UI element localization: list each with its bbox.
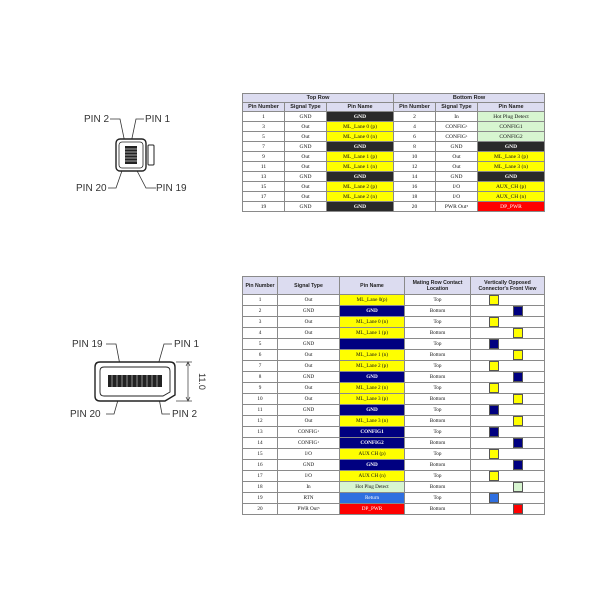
front-view-cell bbox=[471, 438, 545, 449]
front-view-swatch bbox=[489, 383, 499, 393]
bottom-pin-name: ML_Lane 3 (p) bbox=[478, 152, 545, 162]
pin-number: 18 bbox=[243, 482, 278, 493]
pin-number: 15 bbox=[243, 449, 278, 460]
footnote-mark: 1 bbox=[317, 440, 320, 444]
bottom-pin-name: Hot Plug Detect bbox=[478, 112, 545, 122]
table-row bbox=[243, 112, 545, 122]
front-view-cell bbox=[471, 306, 545, 317]
table-row bbox=[243, 449, 545, 460]
front-view-swatch bbox=[489, 361, 499, 371]
mini-pin19-label: PIN 19 bbox=[156, 183, 187, 194]
signal-type: PWR Out$^3$ bbox=[278, 504, 340, 515]
top-signal-type: Out bbox=[285, 122, 327, 132]
table-row bbox=[243, 162, 545, 172]
front-view-swatch bbox=[513, 394, 523, 404]
std-dimension-label: 11.0 bbox=[197, 373, 207, 390]
top-pin-name: GND bbox=[327, 172, 394, 182]
mating-row-location: Bottom bbox=[405, 460, 471, 471]
pin-number: 13 bbox=[243, 427, 278, 438]
front-view-swatch bbox=[489, 405, 499, 415]
front-view-cell bbox=[471, 383, 545, 394]
signal-type: Out bbox=[278, 317, 340, 328]
mating-row-location: Top bbox=[405, 317, 471, 328]
bottom-pin-number: 8 bbox=[394, 142, 436, 152]
pin-name: ML_Lane 2 (p) bbox=[340, 361, 405, 372]
top-pin-name: ML_Lane 0 (n) bbox=[327, 132, 394, 142]
column-header: Signal Type bbox=[278, 277, 340, 295]
mating-row-location: Top bbox=[405, 383, 471, 394]
column-header: Signal Type bbox=[285, 103, 327, 112]
top-pin-number: 19 bbox=[243, 202, 285, 212]
table-row bbox=[243, 482, 545, 493]
column-header: Vertically Opposed Connector's Front View bbox=[471, 277, 545, 295]
signal-type: In bbox=[278, 482, 340, 493]
mating-row-location: Top bbox=[405, 449, 471, 460]
signal-type: Out bbox=[278, 394, 340, 405]
pin-name: Hot Plug Detect bbox=[340, 482, 405, 493]
pin-name: CONFIG2 bbox=[340, 438, 405, 449]
table-row bbox=[243, 383, 545, 394]
top-pin-name: ML_Lane 1 (n) bbox=[327, 162, 394, 172]
front-view-swatch bbox=[513, 438, 523, 448]
bottom-pin-name: CONFIG1 bbox=[478, 122, 545, 132]
mating-row-location: Bottom bbox=[405, 328, 471, 339]
front-view-cell bbox=[471, 328, 545, 339]
front-view-swatch bbox=[513, 372, 523, 382]
bottom-pin-number: 18 bbox=[394, 192, 436, 202]
front-view-cell bbox=[471, 372, 545, 383]
front-view-swatch bbox=[513, 416, 523, 426]
column-header: Pin Name bbox=[340, 277, 405, 295]
mini-pin2-label: PIN 2 bbox=[84, 114, 110, 125]
mating-row-location: Top bbox=[405, 493, 471, 504]
pin-number: 19 bbox=[243, 493, 278, 504]
top-pin-number: 17 bbox=[243, 192, 285, 202]
front-view-cell bbox=[471, 339, 545, 350]
mating-row-location: Bottom bbox=[405, 416, 471, 427]
front-view-cell bbox=[471, 394, 545, 405]
bottom-pin-number: 12 bbox=[394, 162, 436, 172]
front-view-swatch bbox=[513, 306, 523, 316]
top-pin-number: 9 bbox=[243, 152, 285, 162]
top-pin-number: 1 bbox=[243, 112, 285, 122]
pin-number: 11 bbox=[243, 405, 278, 416]
table-row bbox=[243, 317, 545, 328]
front-view-swatch bbox=[513, 504, 523, 514]
top-pin-name: GND bbox=[327, 142, 394, 152]
front-view-cell bbox=[471, 482, 545, 493]
front-view-cell bbox=[471, 405, 545, 416]
table-row bbox=[243, 350, 545, 361]
pin-number: 17 bbox=[243, 471, 278, 482]
table-row bbox=[243, 172, 545, 182]
table-row bbox=[243, 471, 545, 482]
signal-type: RTN bbox=[278, 493, 340, 504]
signal-type: GND bbox=[278, 372, 340, 383]
front-view-swatch bbox=[489, 427, 499, 437]
footnote-mark: 3 bbox=[466, 203, 469, 208]
bottom-signal-type: I/O bbox=[436, 182, 478, 192]
mating-row-location: Bottom bbox=[405, 306, 471, 317]
pin-number: 9 bbox=[243, 383, 278, 394]
bottom-signal-type: Out bbox=[436, 152, 478, 162]
top-pin-name: ML_Lane 1 (p) bbox=[327, 152, 394, 162]
bottom-pin-name: CONFIG2 bbox=[478, 132, 545, 142]
mini-connector-shape bbox=[116, 139, 154, 171]
front-view-swatch bbox=[513, 328, 523, 338]
bottom-pin-name: GND bbox=[478, 172, 545, 182]
front-view-cell bbox=[471, 460, 545, 471]
front-view-swatch bbox=[489, 339, 499, 349]
signal-type: Out bbox=[278, 350, 340, 361]
bottom-pin-name: GND bbox=[478, 142, 545, 152]
signal-type: GND bbox=[278, 339, 340, 350]
table-row bbox=[243, 142, 545, 152]
pin-name: Return bbox=[340, 493, 405, 504]
table-row bbox=[243, 460, 545, 471]
front-view-cell bbox=[471, 493, 545, 504]
table-row bbox=[243, 306, 545, 317]
bottom-pin-name: AUX_CH (n) bbox=[478, 192, 545, 202]
front-view-swatch bbox=[513, 482, 523, 492]
table-row bbox=[243, 328, 545, 339]
column-header: Pin Number bbox=[394, 103, 436, 112]
pin-number: 2 bbox=[243, 306, 278, 317]
top-signal-type: Out bbox=[285, 152, 327, 162]
column-header: Signal Type bbox=[436, 103, 478, 112]
pin-number: 14 bbox=[243, 438, 278, 449]
bottom-pin-number: 4 bbox=[394, 122, 436, 132]
bottom-signal-type: I/O bbox=[436, 192, 478, 202]
pin-number: 4 bbox=[243, 328, 278, 339]
bottom-pin-number: 6 bbox=[394, 132, 436, 142]
pin-name: ML_Lane 0(p) bbox=[340, 295, 405, 306]
signal-type: CONFIG$^1$ bbox=[278, 438, 340, 449]
signal-type: Out bbox=[278, 295, 340, 306]
pin-name: ML_Lane 3 (p) bbox=[340, 394, 405, 405]
mating-row-location: Bottom bbox=[405, 438, 471, 449]
pin-number: 12 bbox=[243, 416, 278, 427]
top-signal-type: Out bbox=[285, 162, 327, 172]
pin-name: AUX CH (p) bbox=[340, 449, 405, 460]
mini-pin1-label: PIN 1 bbox=[145, 114, 171, 125]
mating-row-location: Top bbox=[405, 471, 471, 482]
table-row bbox=[243, 438, 545, 449]
standard-pinout-table bbox=[242, 276, 545, 515]
pin-name: ML_Lane 1 (p) bbox=[340, 328, 405, 339]
signal-type: Out bbox=[278, 361, 340, 372]
front-view-swatch bbox=[489, 295, 499, 305]
pin-name: ML_Lane 3 (n) bbox=[340, 416, 405, 427]
signal-type: CONFIG$^1$ bbox=[278, 427, 340, 438]
top-pin-name: ML_Lane 2 (p) bbox=[327, 182, 394, 192]
bottom-pin-number: 20 bbox=[394, 202, 436, 212]
mating-row-location: Top bbox=[405, 405, 471, 416]
front-view-swatch bbox=[489, 493, 499, 503]
front-view-cell bbox=[471, 350, 545, 361]
signal-type: I/O bbox=[278, 449, 340, 460]
pin-name: AUX CH (n) bbox=[340, 471, 405, 482]
bottom-signal-type: In bbox=[436, 112, 478, 122]
column-header: Pin Name bbox=[478, 103, 545, 112]
std-pin1-label: PIN 1 bbox=[174, 339, 200, 350]
table-row bbox=[243, 361, 545, 372]
pin-name: ML_Lane 2 (n) bbox=[340, 383, 405, 394]
front-view-swatch bbox=[489, 471, 499, 481]
table-row bbox=[243, 192, 545, 202]
mating-row-location: Bottom bbox=[405, 504, 471, 515]
mating-row-location: Bottom bbox=[405, 394, 471, 405]
top-pin-number: 13 bbox=[243, 172, 285, 182]
pin-name: GND bbox=[340, 460, 405, 471]
top-pin-number: 5 bbox=[243, 132, 285, 142]
front-view-swatch bbox=[513, 350, 523, 360]
mini-pinout-table bbox=[242, 93, 545, 212]
signal-type: GND bbox=[278, 306, 340, 317]
front-view-cell bbox=[471, 427, 545, 438]
bottom-pin-name: ML_Lane 3 (n) bbox=[478, 162, 545, 172]
footnote-mark: 3 bbox=[317, 506, 320, 510]
signal-type: Out bbox=[278, 416, 340, 427]
bottom-signal-type: PWR Out$^3$ bbox=[436, 202, 478, 212]
signal-type: Out bbox=[278, 328, 340, 339]
table-row bbox=[243, 122, 545, 132]
pin-name: ML_Lane 1 (n) bbox=[340, 350, 405, 361]
pin-number: 7 bbox=[243, 361, 278, 372]
pin-name: ML_Lane 0 (n) bbox=[340, 317, 405, 328]
table-row bbox=[243, 394, 545, 405]
table-row bbox=[243, 339, 545, 350]
front-view-cell bbox=[471, 416, 545, 427]
top-row-group-header: Top Row bbox=[243, 94, 394, 103]
top-pin-number: 7 bbox=[243, 142, 285, 152]
top-pin-number: 3 bbox=[243, 122, 285, 132]
top-signal-type: Out bbox=[285, 132, 327, 142]
pin-number: 3 bbox=[243, 317, 278, 328]
mating-row-location: Top bbox=[405, 339, 471, 350]
column-header: Pin Number bbox=[243, 277, 278, 295]
pin-number: 8 bbox=[243, 372, 278, 383]
front-view-swatch bbox=[489, 449, 499, 459]
pin-number: 6 bbox=[243, 350, 278, 361]
mating-row-location: Bottom bbox=[405, 482, 471, 493]
table-row bbox=[243, 427, 545, 438]
pin-name: DP_PWR bbox=[340, 504, 405, 515]
top-signal-type: GND bbox=[285, 202, 327, 212]
bottom-pin-name: AUX_CH (p) bbox=[478, 182, 545, 192]
mating-row-location: Bottom bbox=[405, 350, 471, 361]
table-row bbox=[243, 372, 545, 383]
table-row bbox=[243, 295, 545, 306]
front-view-swatch bbox=[489, 317, 499, 327]
front-view-cell bbox=[471, 471, 545, 482]
mini-pin20-label: PIN 20 bbox=[76, 183, 107, 194]
std-pin20-label: PIN 20 bbox=[70, 409, 101, 420]
bottom-pin-name: DP_PWR bbox=[478, 202, 545, 212]
bottom-signal-type: GND bbox=[436, 142, 478, 152]
table-row bbox=[243, 152, 545, 162]
column-header: Pin Number bbox=[243, 103, 285, 112]
pin-number: 10 bbox=[243, 394, 278, 405]
table-row bbox=[243, 202, 545, 212]
pin-name: CONFIG1 bbox=[340, 427, 405, 438]
mating-row-location: Top bbox=[405, 361, 471, 372]
top-pin-name: ML_Lane 2 (n) bbox=[327, 192, 394, 202]
pin-name: GND bbox=[340, 306, 405, 317]
column-header: Mating Row Contact Location bbox=[405, 277, 471, 295]
front-view-cell bbox=[471, 295, 545, 306]
table-row bbox=[243, 493, 545, 504]
standard-connector-diagram bbox=[68, 335, 213, 425]
column-header: Pin Name bbox=[327, 103, 394, 112]
table-row bbox=[243, 405, 545, 416]
mating-row-location: Top bbox=[405, 295, 471, 306]
pin-number: 16 bbox=[243, 460, 278, 471]
bottom-row-group-header: Bottom Row bbox=[394, 94, 545, 103]
pin-name: GND bbox=[340, 405, 405, 416]
bottom-pin-number: 2 bbox=[394, 112, 436, 122]
pin-name: GND bbox=[340, 372, 405, 383]
signal-type: I/O bbox=[278, 471, 340, 482]
std-pin2-label: PIN 2 bbox=[172, 409, 198, 420]
bottom-pin-number: 10 bbox=[394, 152, 436, 162]
top-signal-type: GND bbox=[285, 172, 327, 182]
table-row bbox=[243, 182, 545, 192]
pin-number: 20 bbox=[243, 504, 278, 515]
table-row bbox=[243, 416, 545, 427]
standard-connector-shape bbox=[95, 362, 175, 401]
top-pin-name: ML_Lane 0 (p) bbox=[327, 122, 394, 132]
bottom-pin-number: 14 bbox=[394, 172, 436, 182]
front-view-cell bbox=[471, 317, 545, 328]
top-pin-name: GND bbox=[327, 202, 394, 212]
signal-type: GND bbox=[278, 405, 340, 416]
top-signal-type: Out bbox=[285, 182, 327, 192]
pin-number: 5 bbox=[243, 339, 278, 350]
bottom-signal-type: GND bbox=[436, 172, 478, 182]
mating-row-location: Bottom bbox=[405, 372, 471, 383]
front-view-cell bbox=[471, 504, 545, 515]
mini-connector-diagram bbox=[70, 105, 210, 200]
signal-type: GND bbox=[278, 460, 340, 471]
bottom-signal-type: CONFIG$^1$ bbox=[436, 132, 478, 142]
signal-type: Out bbox=[278, 383, 340, 394]
bottom-pin-number: 16 bbox=[394, 182, 436, 192]
table-row bbox=[243, 132, 545, 142]
table-row bbox=[243, 504, 545, 515]
top-pin-number: 15 bbox=[243, 182, 285, 192]
top-signal-type: Out bbox=[285, 192, 327, 202]
front-view-cell bbox=[471, 361, 545, 372]
bottom-signal-type: Out bbox=[436, 162, 478, 172]
top-signal-type: GND bbox=[285, 142, 327, 152]
pin-number: 1 bbox=[243, 295, 278, 306]
bottom-signal-type: CONFIG$^1$ bbox=[436, 122, 478, 132]
std-pin19-label: PIN 19 bbox=[72, 339, 103, 350]
mating-row-location: Top bbox=[405, 427, 471, 438]
footnote-mark: 1 bbox=[317, 429, 320, 433]
top-pin-name: GND bbox=[327, 112, 394, 122]
top-pin-number: 11 bbox=[243, 162, 285, 172]
pin-name bbox=[340, 339, 405, 350]
front-view-cell bbox=[471, 449, 545, 460]
footnote-mark: 1 bbox=[465, 123, 468, 128]
top-signal-type: GND bbox=[285, 112, 327, 122]
footnote-mark: 1 bbox=[465, 133, 468, 138]
front-view-swatch bbox=[513, 460, 523, 470]
